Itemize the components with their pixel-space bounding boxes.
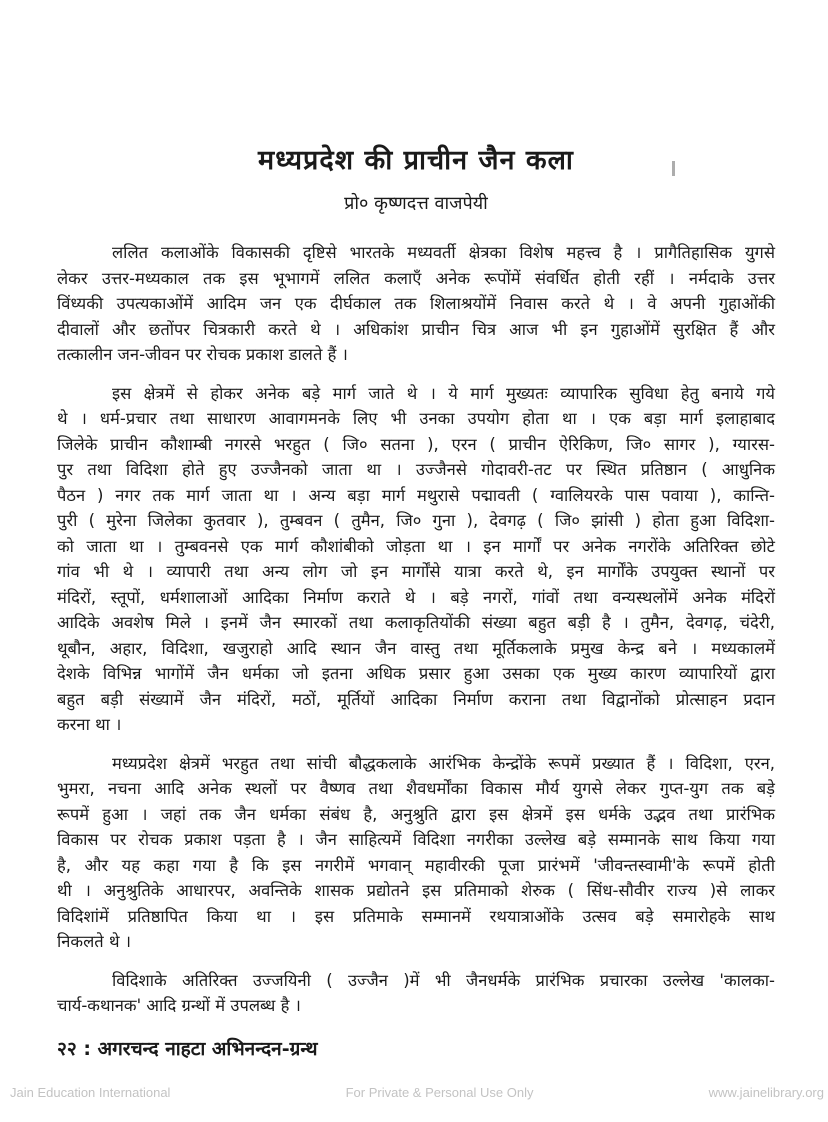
- text-line: जिलेके प्राचीन कौशाम्बी नगरसे भरहुत ( जि० सतना ), एरन ( प्राचीन ऐरिकिण, जि० सागर ), ग्यारस-: [57, 434, 775, 454]
- text-line: पैठन ) नगर तक मार्ग जाता था । अन्य बड़ा मार्ग मथुरासे पद्मावती ( ग्वालियरके पास पवाया ), कान्ति-: [57, 485, 775, 505]
- paragraph: [57, 968, 775, 1019]
- text-line: विकास पर रोचक प्रकाश पड़ता है । जैन साहित्यमें विदिशा नगरीका उल्लेख बड़े सम्मानके साथ किया गया: [57, 830, 775, 849]
- text-line: मध्यप्रदेश क्षेत्रमें भरहुत तथा सांची बौद्धकलाके आरंभिक केन्द्रोंके रूपमें प्रख्यात हैं । विदिशा, एरन,: [112, 753, 775, 773]
- text-line: थे । धर्म-प्रचार तथा साधारण आवागमनके लिए भी उनका उपयोग होता था । एक बड़ा मार्ग इलाहाबाद: [57, 409, 775, 428]
- paragraph: [57, 751, 775, 955]
- text-line: तत्कालीन जन-जीवन पर रोचक प्रकाश डालते हैं ।: [57, 345, 348, 364]
- text-line: दीवालों और छतोंपर चित्रकारी करते थे । अधिकांश प्राचीन चित्र आज भी इन गुहाओंमें सुरक्षित हैं और: [57, 319, 775, 339]
- text-line: चार्य-कथानक' आदि ग्रन्थों में उपलब्ध है ।: [57, 996, 301, 1015]
- article-author: प्रो० कृष्णदत्त वाजपेयी: [344, 193, 488, 214]
- text-line: आदिके अवशेष मिले । इनमें जैन स्मारकों तथा कलाकृतियोंकी संख्या बहुत बड़ी है । तुमैन, देवगढ़, चंदेरी,: [57, 613, 775, 632]
- text-line: थूबौन, अहार, विदिशा, खजुराहो आदि स्थान जैन वास्तु तथा मूर्तिकलाके प्रमुख केन्द्र बने । मध्यकालमें: [57, 638, 775, 658]
- text-line: मंदिरों, स्तूपों, धर्मशालाओं आदिका निर्माण कराते थे । बड़े नगरों, गांवों तथा वन्यस्थलोंमें अनेक मंदिरों: [57, 587, 775, 607]
- page-number-footer: २२ : अगरचन्द नाहटा अभिनन्दन-ग्रन्थ: [57, 1037, 318, 1060]
- text-line: बहुत बड़ी संख्यामें जैन मंदिरों, मठों, मूर्तियों आदिका निर्माण कराना तथा विद्वानोंको प्रोत्साहन प्रदान: [57, 689, 775, 709]
- text-line: विंध्यकी उपत्यकाओंमें आदिम जन एक दीर्घकाल तक शिलाश्रयोंमें निवास करते थे । वे अपनी गुहाओंकी: [57, 294, 775, 313]
- text-line: देशके विभिन्न भागोंमें जैन धर्मका जो इतना अधिक प्रसार हुआ उसका एक मुख्य कारण व्यापारियों द्वारा: [57, 664, 775, 683]
- article-title: मध्यप्रदेश की प्राचीन जैन कला: [258, 145, 574, 176]
- paragraph: [57, 240, 775, 368]
- text-line: है, और यह कहा गया है कि इस नगरीमें भगवान् महावीरकी पूजा प्रारंभमें 'जीवन्तस्वामी'के रूपमें होती: [57, 855, 775, 875]
- text-line: रूपमें हुआ । जहां तक जैन धर्मका संबंध है, अनुश्रुति द्वारा इस क्षेत्रमें इस धर्मके उद्भव तथा प्रारंभिक: [57, 804, 775, 824]
- text-line: पुरी ( मुरेना जिलेका कुतवार ), तुम्बवन ( तुमैन, जि० गुना ), देवगढ़ ( जि० झांसी ) होता हुआ विदिशा-: [57, 511, 775, 530]
- text-line: भुमरा, नचना आदि अनेक स्थलों पर वैष्णव तथा शैवधर्मोंका विकास मौर्य युगसे लेकर गुप्त-युग तक बड़े: [57, 779, 775, 798]
- text-line: इस क्षेत्रमें से होकर अनेक बड़े मार्ग जाते थे । ये मार्ग मुख्यतः व्यापारिक सुविधा हेतु बनाये गये: [112, 383, 775, 403]
- scan-footer-right: www.jainelibrary.org: [708, 1085, 824, 1100]
- text-line: विदिशाके अतिरिक्त उज्जयिनी ( उज्जैन )में भी जैनधर्मके प्रारंभिक प्रचारका उल्लेख 'कालका-: [112, 970, 775, 990]
- scan-footer-center: For Private & Personal Use Only: [345, 1085, 534, 1100]
- text-line: लेकर उत्तर-मध्यकाल तक इस भूभागमें ललित कलाएँ अनेक रूपोंमें संवर्धित होती रहीं । नर्मदाके उत्तर: [57, 268, 775, 288]
- text-line: पुर तथा विदिशा होते हुए उज्जैनको जाता था । उज्जैनसे गोदावरी-तट पर स्थित प्रतिष्ठान ( आधुनिक: [57, 460, 775, 479]
- text-line: थी । अनुश्रुतिके आधारपर, अवन्तिके शासक प्रद्योतने इस प्रतिमाको शेरुक ( सिंध-सौवीर राज्य )से लाकर: [57, 881, 775, 900]
- text-line: करना था ।: [57, 715, 122, 734]
- paragraph: [57, 381, 775, 738]
- text-line: गांव भी थे । व्यापारी तथा अन्य लोग जो इन मार्गोंसे यात्रा करते थे, इन मार्गोंके उपयुक्त स्थानों पर: [57, 562, 775, 581]
- text-line: ललित कलाओंके विकासकी दृष्टिसे भारतके मध्यवर्ती क्षेत्रका विशेष महत्त्व है । प्रागैतिहासिक युगसे: [112, 243, 775, 262]
- text-line: विदिशांमें प्रतिष्ठापित किया था । इस प्रतिमाके सम्मानमें रथयात्राओंके उत्सव बड़े समारोहके साथ: [57, 906, 775, 926]
- scan-footer-left: Jain Education International: [10, 1085, 171, 1100]
- scan-footer: [10, 1085, 824, 1100]
- article-content: [57, 144, 775, 1061]
- text-line: को जाता था । तुम्बवनसे एक मार्ग कौशांबीको जोड़ता था । इन मार्गों पर अनेक नगरोंके अतिरिक्त छोटे: [57, 536, 775, 556]
- text-line: निकलते थे ।: [57, 932, 131, 951]
- paragraphs: [57, 240, 775, 1019]
